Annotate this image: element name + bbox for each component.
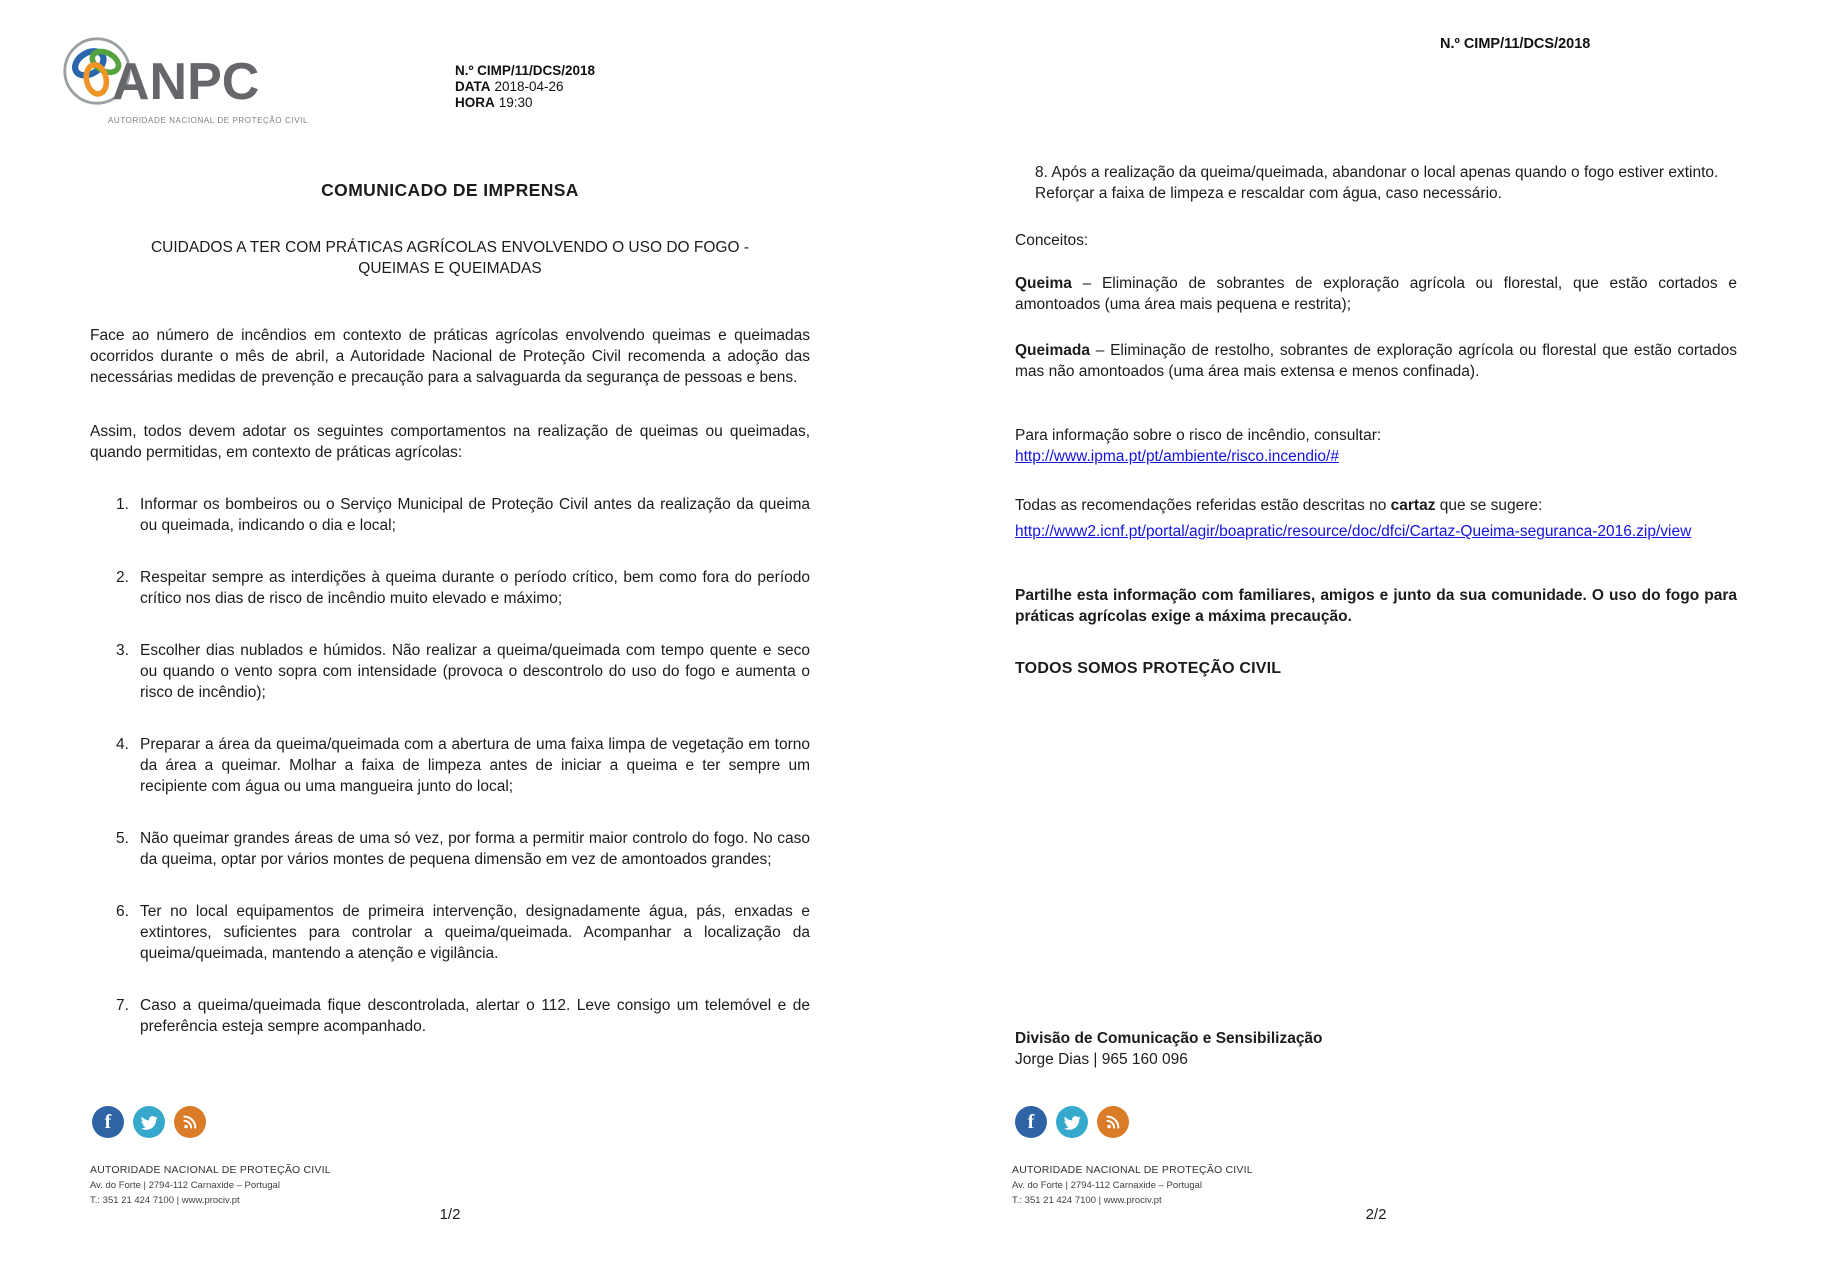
- division-block: [1015, 1028, 1323, 1070]
- facebook-icon[interactable]: f: [92, 1106, 124, 1138]
- division-name: Divisão de Comunicação e Sensibilização: [1015, 1030, 1323, 1047]
- anpc-wordmark: ANPC: [112, 53, 260, 111]
- footer-page1: [90, 1163, 510, 1208]
- division-contact: Jorge Dias | 965 160 096: [1015, 1051, 1188, 1068]
- page-1-body: [90, 180, 810, 1068]
- list-item: [116, 995, 810, 1037]
- risk-info-block: [1015, 425, 1737, 467]
- document-ref-block: [455, 63, 599, 111]
- list-item-number: 3.: [116, 642, 129, 659]
- list-item-text: Caso a queima/queimada fique descontrolada, alertar o 112. Leve consigo um telemóvel e de preferência esteja sempre acompanhado.: [140, 997, 810, 1035]
- facebook-icon[interactable]: f: [1015, 1106, 1047, 1138]
- list-item-8: [1035, 162, 1737, 204]
- concepts-heading: Conceitos:: [1015, 232, 1089, 249]
- lead-paragraph: Assim, todos devem adotar os seguintes comportamentos na realização de queimas ou queimadas, quando permitidas, em contexto de práticas agrícolas:: [90, 423, 810, 461]
- footer-page2: [1012, 1163, 1432, 1208]
- page-number-2: 2/2: [1365, 1206, 1387, 1223]
- concepts-list: [1015, 273, 1737, 382]
- list-item-number: 6.: [116, 903, 129, 920]
- list-item-number: 7.: [116, 997, 129, 1014]
- social-links-page1: [92, 1106, 206, 1138]
- footer-org: AUTORIDADE NACIONAL DE PROTEÇÃO CIVIL: [1012, 1164, 1253, 1176]
- ref-date: DATA 2018-04-26: [455, 79, 564, 94]
- recommendations-list: [90, 494, 810, 1037]
- footer-contacts: T.: 351 21 424 7100 | www.prociv.pt: [90, 1195, 240, 1206]
- list-item: [116, 494, 810, 536]
- footer-address: Av. do Forte | 2794-112 Carnaxide – Portugal: [1012, 1180, 1202, 1191]
- poster-link[interactable]: http://www2.icnf.pt/portal/agir/boapratic/resource/doc/dfci/Cartaz-Queima-seguranca-2016.zip/view: [1015, 523, 1692, 540]
- concept-definition: Queima – Eliminação de sobrantes de exploração agrícola ou florestal, que estão cortados e amontoados (uma área mais pequena e restrita);: [1015, 275, 1737, 313]
- footer-address: Av. do Forte | 2794-112 Carnaxide – Portugal: [90, 1180, 280, 1191]
- list-item-number: 4.: [116, 736, 129, 753]
- list-item-text: Ter no local equipamentos de primeira intervenção, designadamente água, pás, enxadas e extintores, suficientes para controlar a queima/queimada. Acompanhar a localização da queima/queimada, mantendo a atenção e vigilância.: [140, 903, 810, 962]
- footer-org: AUTORIDADE NACIONAL DE PROTEÇÃO CIVIL: [90, 1164, 331, 1176]
- rss-icon[interactable]: [1097, 1106, 1129, 1138]
- page-number-1: 1/2: [439, 1206, 461, 1223]
- share-paragraph: Partilhe esta informação com familiares, amigos e junto da sua comunidade. O uso do fogo para práticas agrícolas exige a máxima precaução.: [1015, 587, 1737, 625]
- ref-number: N.º CIMP/11/DCS/2018: [455, 63, 595, 78]
- list-item: [116, 828, 810, 870]
- list-item-number: 2.: [116, 569, 129, 586]
- list-item: [116, 640, 810, 703]
- list-item-number: 1.: [116, 496, 129, 513]
- social-links-page2: [1015, 1106, 1129, 1138]
- concept-definition: Queimada – Eliminação de restolho, sobrantes de exploração agrícola ou florestal que estão cortados mas não amontoados (uma área mais extensa e menos confinada).: [1015, 342, 1737, 380]
- list-item-number: 8.: [1035, 164, 1048, 181]
- intro-paragraph: Face ao número de incêndios em contexto de práticas agrícolas envolvendo queimas e queimadas ocorridos durante o mês de abril, a Autoridade Nacional de Proteção Civil recomenda a adoção das necessárias medidas de prevenção e precaução para a salvaguarda da segurança de pessoas e bens.: [90, 327, 810, 386]
- list-item: [116, 734, 810, 797]
- poster-paragraph: Todas as recomendações referidas estão descritas no cartaz que se sugere:: [1015, 497, 1543, 514]
- press-release-title: COMUNICADO DE IMPRENSA: [321, 180, 579, 200]
- anpc-tagline: AUTORIDADE NACIONAL DE PROTEÇÃO CIVIL: [108, 116, 309, 125]
- twitter-icon[interactable]: [1056, 1106, 1088, 1138]
- list-item-text: Informar os bombeiros ou o Serviço Municipal de Proteção Civil antes da realização da queima ou queimada, indicando o dia e local;: [140, 496, 810, 534]
- slogan: TODOS SOMOS PROTEÇÃO CIVIL: [1015, 660, 1282, 677]
- ref-time: HORA 19:30: [455, 95, 533, 110]
- list-item-text: Após a realização da queima/queimada, abandonar o local apenas quando o fogo estiver extinto. Reforçar a faixa de limpeza e rescaldar com água, caso necessário.: [1035, 164, 1719, 202]
- list-item: [116, 901, 810, 964]
- list-item-text: Não queimar grandes áreas de uma só vez, por forma a permitir maior controlo do fogo. No caso da queima, optar por vários montes de pequena dimensão em vez de amontoados grandes;: [140, 830, 810, 868]
- anpc-logo: [62, 34, 309, 134]
- press-release-subtitle: CUIDADOS A TER COM PRÁTICAS AGRÍCOLAS ENVOLVENDO O USO DO FOGO - QUEIMAS E QUEIMADAS: [150, 239, 749, 277]
- risk-info-link[interactable]: http://www.ipma.pt/pt/ambiente/risco.incendio/#: [1015, 448, 1339, 465]
- risk-info-label: Para informação sobre o risco de incêndio, consultar:: [1015, 427, 1382, 444]
- rss-icon[interactable]: [174, 1106, 206, 1138]
- list-item-text: Respeitar sempre as interdições à queima durante o período crítico, bem como fora do período crítico nos dias de risco de incêndio muito elevado e máximo;: [140, 569, 810, 607]
- footer-contacts: T.: 351 21 424 7100 | www.prociv.pt: [1012, 1195, 1162, 1206]
- page-2-body: [1015, 162, 1737, 679]
- list-item-text: Preparar a área da queima/queimada com a abertura de uma faixa limpa de vegetação em torno da área a queimar. Molhar a faixa de limpeza antes de iniciar a queima e ter sempre um recipiente com água ou uma mangueira junto do local;: [140, 736, 810, 795]
- page2-ref-number: N.º CIMP/11/DCS/2018: [1440, 36, 1591, 52]
- twitter-icon[interactable]: [133, 1106, 165, 1138]
- list-item: [116, 567, 810, 609]
- list-item-text: Escolher dias nublados e húmidos. Não realizar a queima/queimada com tempo quente e seco ou quando o vento sopra com intensidade (provoca o descontrolo do uso do fogo e aumenta o risco de incêndio);: [140, 642, 810, 701]
- list-item-number: 5.: [116, 830, 129, 847]
